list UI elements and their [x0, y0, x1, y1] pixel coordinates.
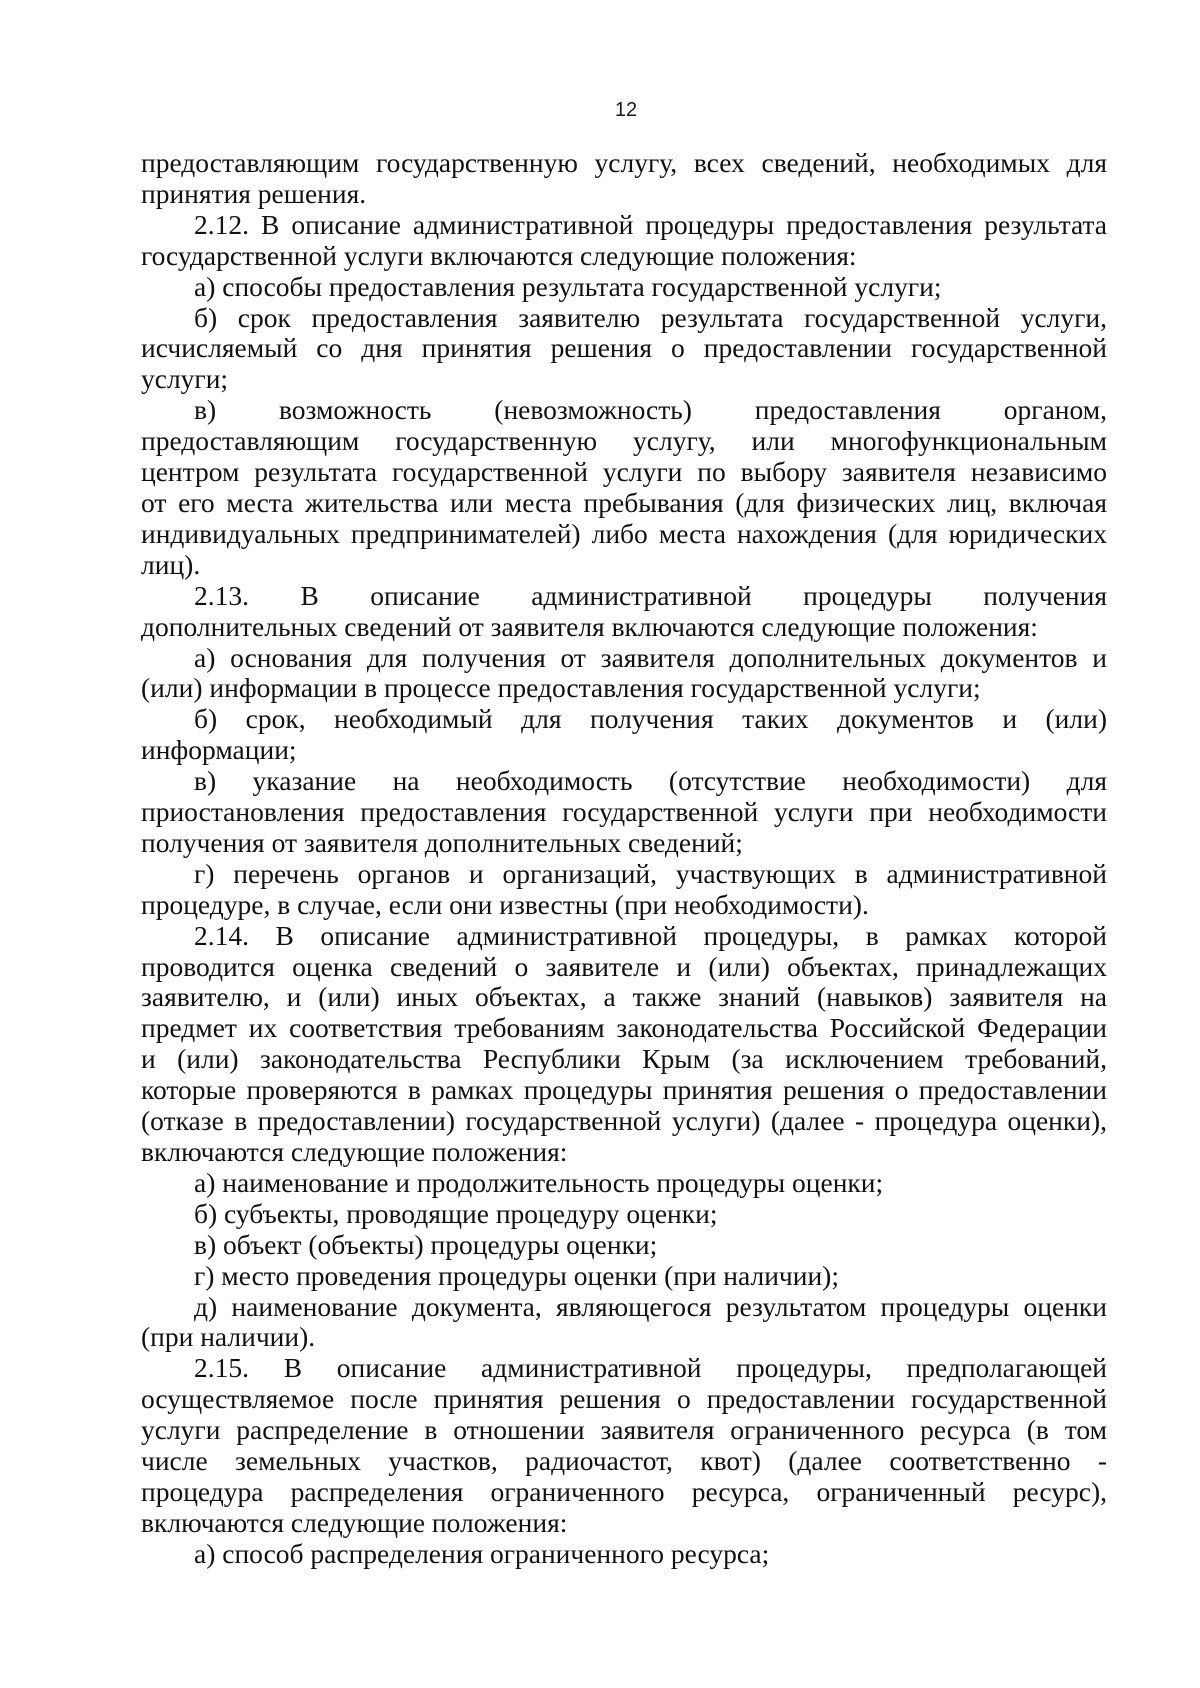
text-line: предмет их соответствия требованиям законодательства Российской Федерации — [141, 1012, 1107, 1044]
text-line: а) наименование и продолжительность процедуры оценки; — [194, 1166, 884, 1198]
text-line: б) срок, необходимый для получения таких документов и (или) — [194, 703, 1107, 735]
text-line: индивидуальных предпринимателей) либо места нахождения (для юридических — [141, 517, 1107, 549]
text-line: 2.14. В описание административной процедуры, в рамках которой — [194, 919, 1107, 951]
text-line: приостановления предоставления государственной услуги при необходимости — [141, 796, 1107, 828]
text-line: г) место проведения процедуры оценки (при наличии); — [194, 1259, 839, 1291]
text-line: проводится оценка сведений о заявителе и (или) объектах, принадлежащих — [141, 950, 1107, 982]
text-line: лиц). — [141, 548, 201, 580]
text-line: услуги распределение в отношении заявителя ограниченного ресурса (в том — [141, 1414, 1107, 1446]
text-line: процедуре, в случае, если они известны (при необходимости). — [141, 888, 869, 920]
text-line: в) объект (объекты) процедуры оценки; — [194, 1228, 658, 1260]
text-line: получения от заявителя дополнительных сведений; — [141, 826, 743, 858]
text-line: услуги; — [141, 363, 229, 395]
text-line: осуществляемое после принятия решения о предоставлении государственной — [141, 1383, 1107, 1415]
text-line: б) срок предоставления заявителю результата государственной услуги, — [194, 301, 1107, 333]
text-line: числе земельных участков, радиочастот, квот) (далее соответственно - — [141, 1445, 1107, 1477]
text-line: включаются следующие положения: — [141, 1506, 568, 1538]
text-line: (при наличии). — [141, 1321, 316, 1353]
text-line: в) возможность (невозможность) предоставления органом, — [194, 394, 1107, 426]
text-line: 2.15. В описание административной процедуры, предполагающей — [194, 1352, 1107, 1384]
text-line: а) способ распределения ограниченного ресурса; — [194, 1537, 770, 1569]
text-line: д) наименование документа, являющегося результатом процедуры оценки — [194, 1290, 1107, 1322]
text-line: б) субъекты, проводящие процедуру оценки; — [194, 1197, 718, 1229]
text-line: г) перечень органов и организаций, участвующих в административной — [194, 857, 1107, 889]
document-body — [141, 148, 1107, 1570]
text-line: в) указание на необходимость (отсутствие необходимости) для — [194, 765, 1107, 797]
text-line: от его места жительства или места пребывания (для физических лиц, включая — [141, 486, 1107, 518]
text-line: дополнительных сведений от заявителя включаются следующие положения: — [141, 610, 1038, 642]
text-line: предоставляющим государственную услугу, или многофункциональным — [141, 425, 1107, 457]
text-line: включаются следующие положения: — [141, 1136, 568, 1167]
text-line: 2.13. В описание административной процедуры получения — [194, 579, 1107, 611]
text-line: и (или) законодательства Республики Крым (за исключением требований, — [141, 1043, 1107, 1075]
text-line: заявителю, и (или) иных объектах, а также знаний (навыков) заявителя на — [141, 981, 1107, 1013]
text-line: предоставляющим государственную услугу, всех сведений, необходимых для — [141, 147, 1107, 178]
text-line: государственной услуги включаются следующие положения: — [141, 239, 857, 271]
text-line: процедура распределения ограниченного ресурса, ограниченный ресурс), — [141, 1475, 1107, 1507]
text-line: (отказе в предоставлении) государственной услуги) (далее - процедура оценки), — [141, 1105, 1107, 1137]
text-line: центром результата государственной услуги по выбору заявителя независимо — [141, 456, 1107, 488]
text-line: а) способы предоставления результата государственной услуги; — [194, 270, 942, 302]
text-line: принятия решения. — [141, 177, 367, 209]
text-line: (или) информации в процессе предоставления государственной услуги; — [141, 672, 981, 704]
text-line: информации; — [141, 734, 297, 766]
text-line: 2.12. В описание административной процедуры предоставления результата — [194, 208, 1107, 240]
text-line: а) основания для получения от заявителя дополнительных документов и — [194, 641, 1107, 673]
text-line: исчисляемый со дня принятия решения о предоставлении государственной — [141, 332, 1107, 364]
text-line: которые проверяются в рамках процедуры принятия решения о предоставлении — [141, 1074, 1107, 1106]
page-number: 12 — [614, 99, 638, 121]
